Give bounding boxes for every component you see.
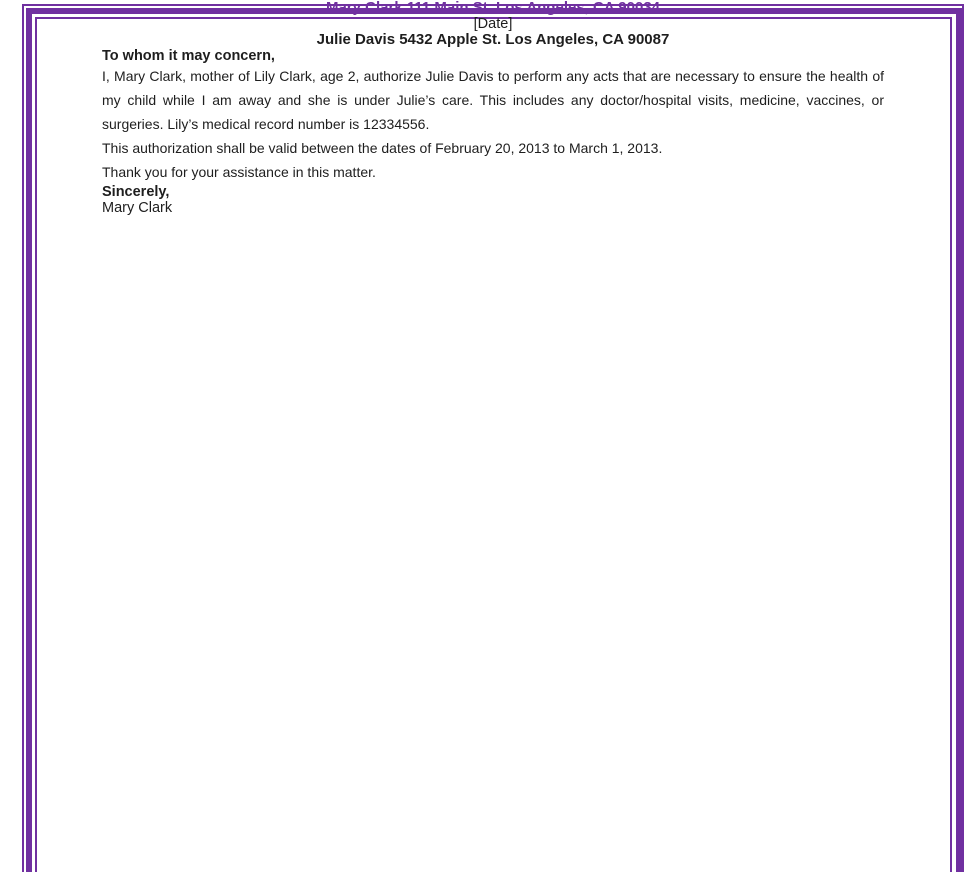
body-paragraph-validity-dates: This authorization shall be valid between the dates of February 20, 2013 to March 1, 2013. [102,140,663,156]
body-paragraph-authorization: I, Mary Clark, mother of Lily Clark, age 2, authorize Julie Davis to perform any acts that are necessary to ensure the health of my child while I am away and she is under Julie’s care. This includes any doctor/hospital visits, medicine, vaccines, or surgeries. Lily’s medical record number is 12334556. [102,68,884,132]
salutation: To whom it may concern, [102,48,275,64]
signature-name: Mary Clark [102,200,173,216]
body-paragraph-thanks: Thank you for your assistance in this matter. [102,164,376,180]
sender-address-line: Mary Clark 111 Main St. Los Angeles, CA 90034 [325,0,661,16]
date-placeholder: [Date] [473,16,513,32]
recipient-address-line: Julie Davis 5432 Apple St. Los Angeles, CA 90087 [316,31,670,48]
closing-line: Sincerely, [102,184,170,200]
letter-content [102,0,884,216]
